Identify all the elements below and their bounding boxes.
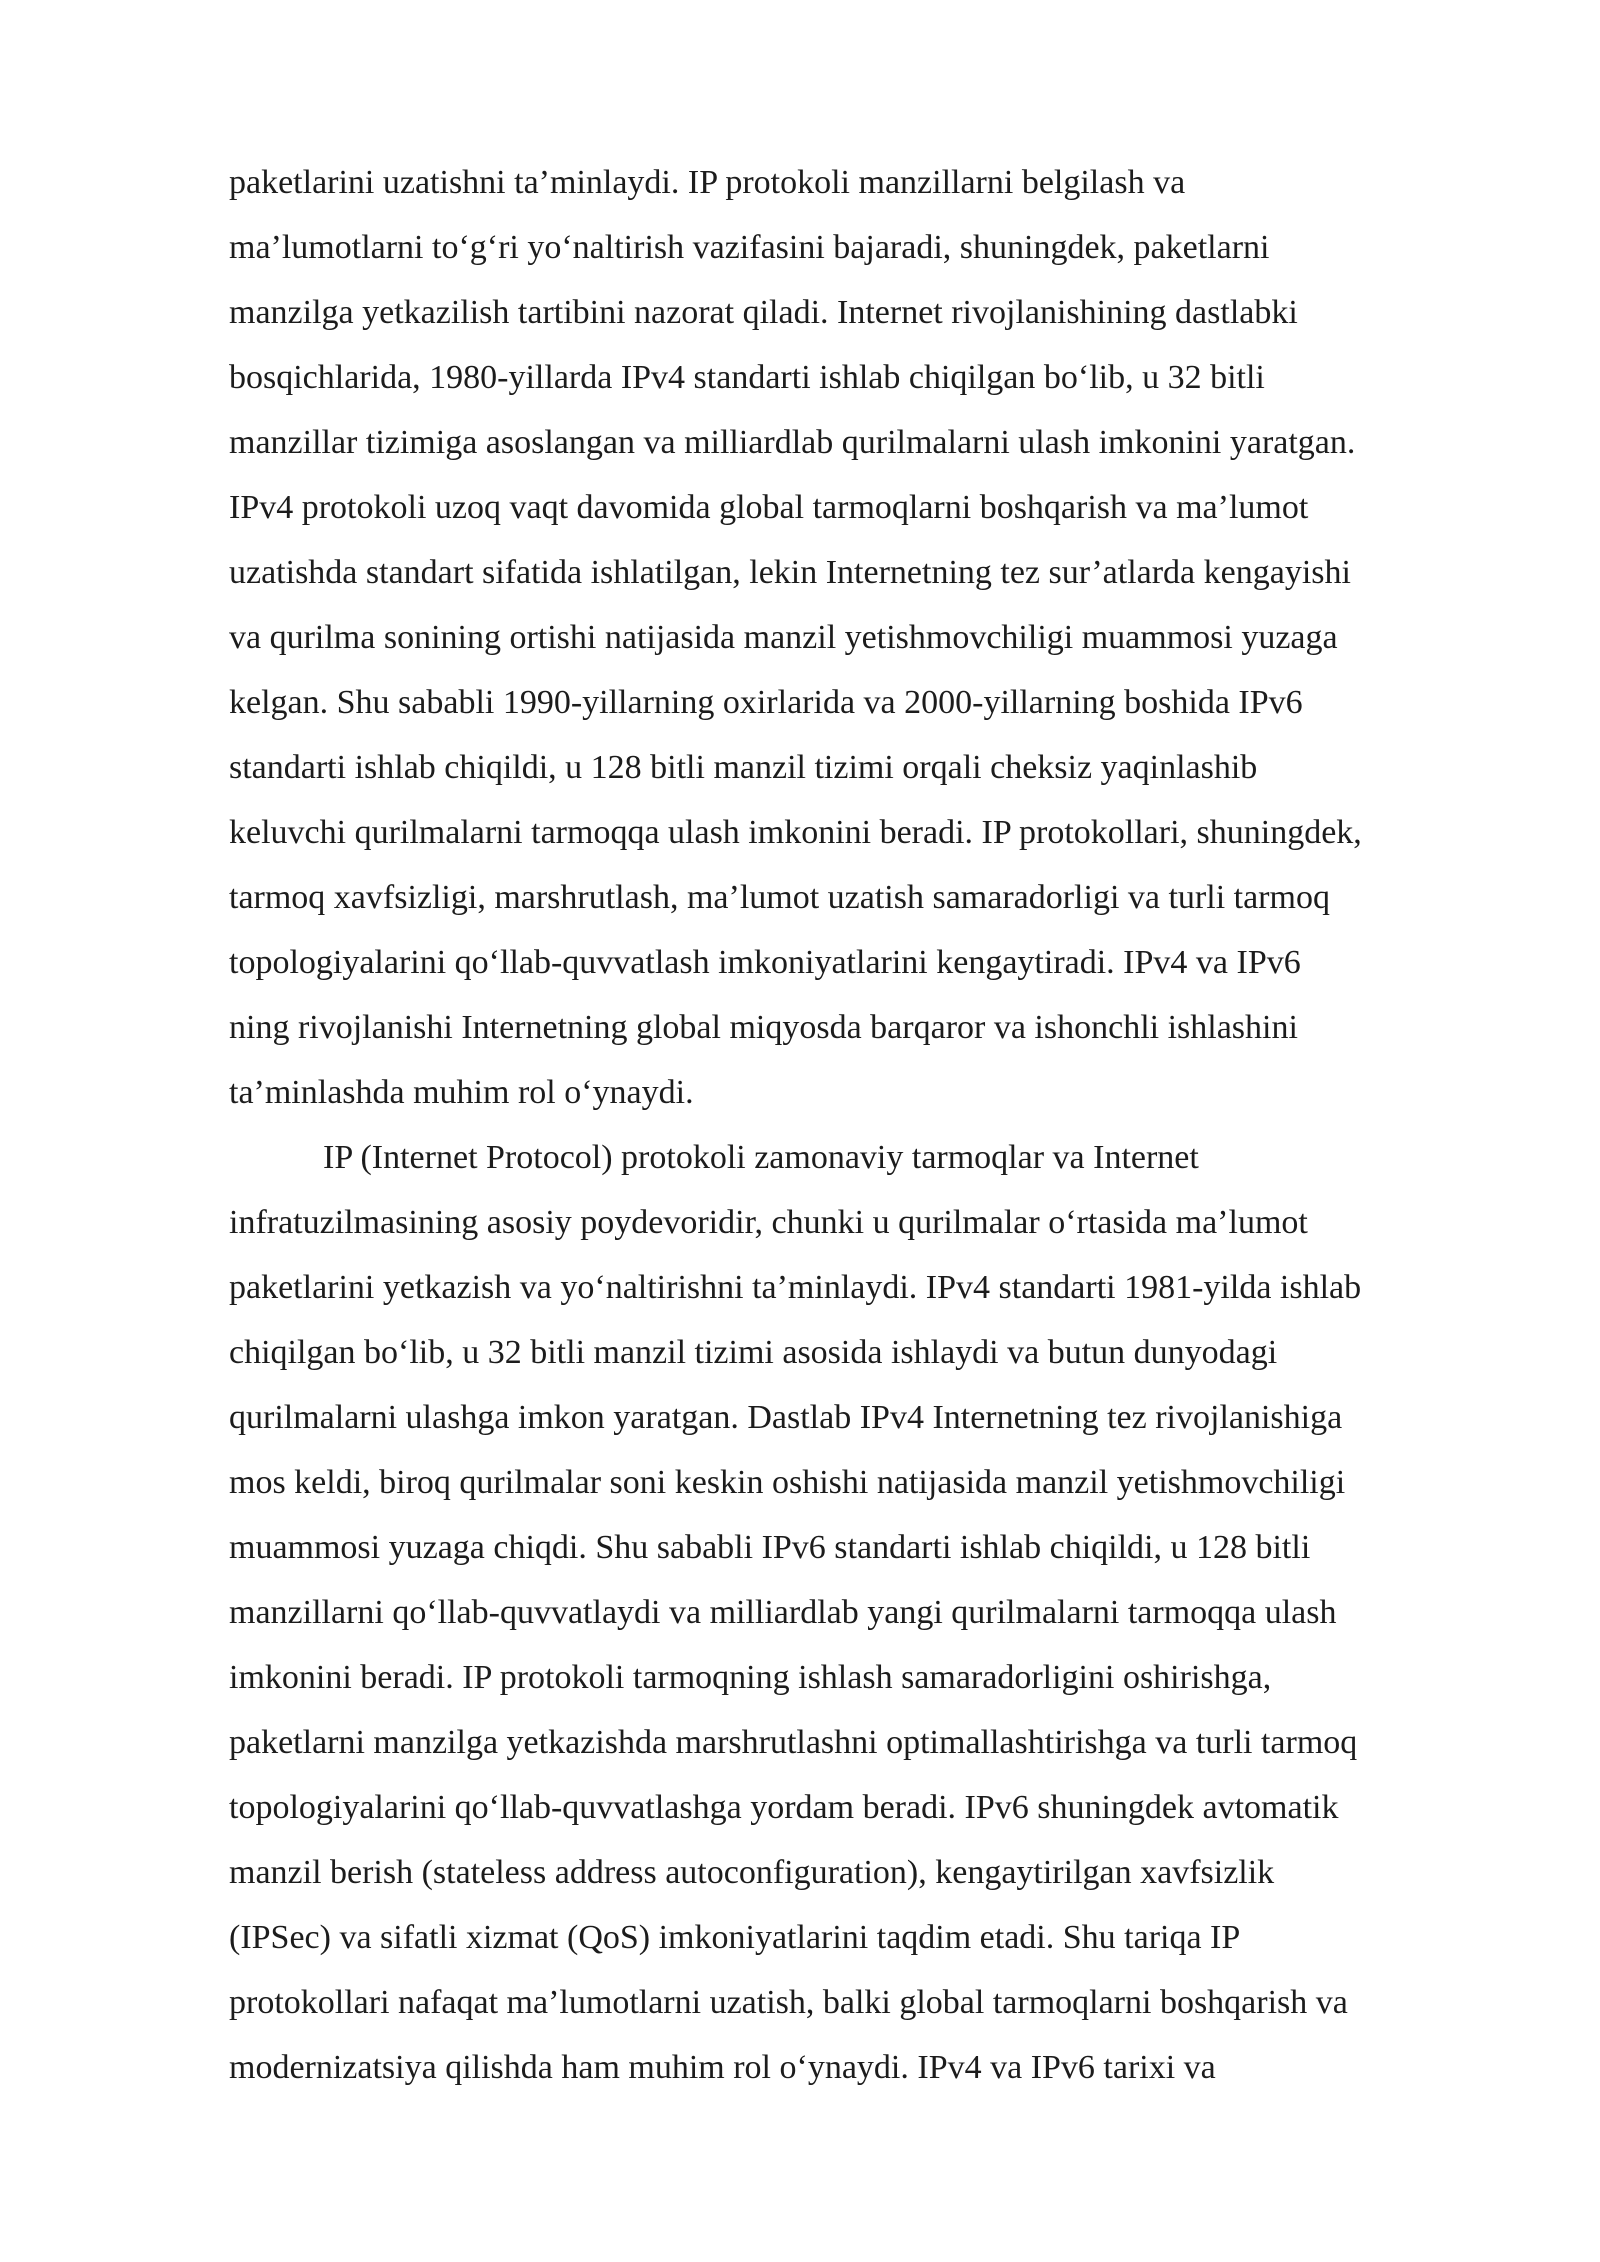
text-line: manzilga yetkazilish tartibini nazorat qiladi. Internet rivojlanishining dastlabki [229,294,1298,331]
text-line: ta’minlashda muhim rol o‘ynaydi. [229,1074,694,1111]
text-line: topologiyalarini qo‘llab-quvvatlashga yordam beradi. IPv6 shuningdek avtomatik [229,1789,1339,1826]
text-line: muammosi yuzaga chiqdi. Shu sababli IPv6 standarti ishlab chiqildi, u 128 bitli [229,1529,1311,1566]
text-line: paketlarni manzilga yetkazishda marshrutlashni optimallashtirishga va turli tarmoq [229,1724,1358,1761]
paragraph-1 [229,150,1491,1125]
text-line: paketlarini yetkazish va yo‘naltirishni ta’minlaydi. IPv4 standarti 1981-yilda ishlab [229,1269,1362,1306]
text-line: qurilmalarni ulashga imkon yaratgan. Dastlab IPv4 Internetning tez rivojlanishiga [229,1399,1343,1436]
text-line: va qurilma sonining ortishi natijasida manzil yetishmovchiligi muammosi yuzaga [229,619,1338,656]
text-line: mos keldi, biroq qurilmalar soni keskin oshishi natijasida manzil yetishmovchiligi [229,1464,1346,1501]
text-line: chiqilgan bo‘lib, u 32 bitli manzil tizimi asosida ishlaydi va butun dunyodagi [229,1334,1278,1371]
text-line-indented: IP (Internet Protocol) protokoli zamonaviy tarmoqlar va Internet [323,1139,1199,1176]
text-line: uzatishda standart sifatida ishlatilgan, lekin Internetning tez sur’atlarda kengayishi [229,554,1351,591]
text-line: infratuzilmasining asosiy poydevoridir, chunki u qurilmalar o‘rtasida ma’lumot [229,1204,1308,1241]
text-line: standarti ishlab chiqildi, u 128 bitli manzil tizimi orqali cheksiz yaqinlashib [229,749,1258,786]
text-line: topologiyalarini qo‘llab-quvvatlash imkoniyatlarini kengaytiradi. IPv4 va IPv6 [229,944,1301,981]
text-line: manzil berish (stateless address autoconfiguration), kengaytirilgan xavfsizlik [229,1854,1275,1891]
text-line: kelgan. Shu sababli 1990-yillarning oxirlarida va 2000-yillarning boshida IPv6 [229,684,1303,721]
text-line: paketlarini uzatishni ta’minlaydi. IP protokoli manzillarni belgilash va [229,164,1186,201]
document-body [229,150,1491,2100]
text-line: (IPSec) va sifatli xizmat (QoS) imkoniyatlarini taqdim etadi. Shu tariqa IP [229,1919,1241,1956]
text-line: IPv4 protokoli uzoq vaqt davomida global tarmoqlarni boshqarish va ma’lumot [229,489,1309,526]
text-line: keluvchi qurilmalarni tarmoqqa ulash imkonini beradi. IP protokollari, shuningdek, [229,814,1362,851]
text-line: manzillar tizimiga asoslangan va milliardlab qurilmalarni ulash imkonini yaratgan. [229,424,1356,461]
text-line: ma’lumotlarni to‘g‘ri yo‘naltirish vazifasini bajaradi, shuningdek, paketlarni [229,229,1270,266]
text-line: protokollari nafaqat ma’lumotlarni uzatish, balki global tarmoqlarni boshqarish va [229,1984,1348,2021]
text-line: imkonini beradi. IP protokoli tarmoqning ishlash samaradorligini oshirishga, [229,1659,1272,1696]
text-line: modernizatsiya qilishda ham muhim rol o‘ynaydi. IPv4 va IPv6 tarixi va [229,2049,1216,2086]
text-line: bosqichlarida, 1980-yillarda IPv4 standarti ishlab chiqilgan bo‘lib, u 32 bitli [229,359,1265,396]
paragraph-2 [229,1125,1491,2100]
text-line: tarmoq xavfsizligi, marshrutlash, ma’lumot uzatish samaradorligi va turli tarmoq [229,879,1330,916]
text-line: ning rivojlanishi Internetning global miqyosda barqaror va ishonchli ishlashini [229,1009,1298,1046]
text-line: manzillarni qo‘llab-quvvatlaydi va milliardlab yangi qurilmalarni tarmoqqa ulash [229,1594,1337,1631]
